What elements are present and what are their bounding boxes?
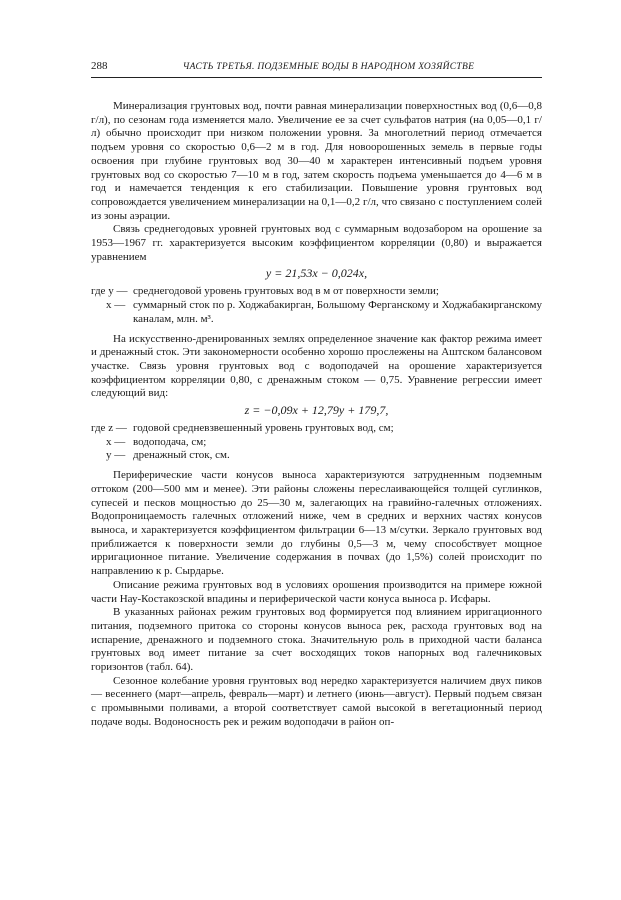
variable-definitions: [91, 285, 542, 326]
paragraph: В указанных районах режим грунтовых вод формируется под влиянием ирригационного питания, подземного притока со стороны конусов выноса рек, расхода грунтовых вод на испарение, дренажного и подземного стока. Значительную роль в приходной части баланса грунтовых вод имеет питание за счет восходящих токов напорных вод галечниковых горизонтов (табл. 64).: [91, 606, 542, 674]
page-header: [91, 60, 542, 74]
definition-variable: x —: [106, 435, 126, 448]
paragraph: Связь среднегодовых уровней грунтовых вод с суммарным водозабором на орошение за 1953—1967 гг. характеризуется высоким коэффициентом корреляции (0,80) и выражается уравнением: [91, 223, 542, 263]
definition-variable: где y —: [91, 285, 128, 298]
header-rule: [91, 77, 542, 78]
definition-text: водоподача, см;: [133, 435, 207, 448]
definition-text: суммарный сток по р. Ходжабакирган, Большому Ферганскому и Ходжабакирганскому каналам, млн. м³.: [133, 299, 542, 325]
book-page: [91, 60, 542, 730]
equation: y = 21,53x − 0,024x,: [265, 266, 368, 281]
definition-text: среднегодовой уровень грунтовых вод в м от поверхности земли;: [133, 285, 439, 298]
definition-variable: y —: [106, 449, 126, 462]
definition-text: годовой средневзвешенный уровень грунтовых вод, см;: [133, 422, 394, 435]
definition-text: дренажный сток, см.: [133, 449, 230, 462]
definition-row: [91, 422, 542, 436]
definition-variable: x —: [106, 299, 126, 312]
definition-variable: где z —: [91, 422, 127, 435]
variable-definitions: [91, 422, 542, 463]
equation: z = −0,09x + 12,79y + 179,7,: [244, 403, 389, 418]
page-number: 288: [91, 60, 108, 72]
definition-row: [91, 285, 542, 299]
definition-row: [91, 299, 542, 326]
running-title: ЧАСТЬ ТРЕТЬЯ. ПОДЗЕМНЫЕ ВОДЫ В НАРОДНОМ ХОЗЯЙСТВЕ: [182, 62, 475, 72]
paragraph: На искусственно-дренированных землях определенное значение как фактор режима имеет и дренажный сток. Эти закономерности особенно хорошо прослежены на Аштском балансовом участке. Связь уровня грунтовых вод с водоподачей на орошение характеризуется коэффициентом корреляции 0,80, с дренажным стоком — 0,75. Уравнение регрессии имеет следующий вид:: [91, 332, 542, 400]
paragraph: Описание режима грунтовых вод в условиях орошения производится на примере южной части Нау-Костакозской впадины и периферической части конуса выноса р. Исфары.: [91, 578, 542, 605]
definition-row: [91, 449, 542, 463]
definition-row: [91, 436, 542, 450]
paragraph: Периферические части конусов выноса характеризуются затрудненным подземным оттоком (200—500 мм и менее). Эти районы сложены переслаивающейся толщей суглинков, супесей и песков мощностью до 25—30 м, залегающих на гравийно-галечных отложениях. Водопроницаемость галечных отложений ниже, чем в средних и верхних частях конусов выноса, и характеризуется коэффициентом фильтрации 6—13 м/сутки. Зеркало грунтовых вод приближается к поверхности земли до глубины 0,5—3 м, чему способствует мощное ирригационное питание. Увеличение содержания в почвах (до 1,5%) солей происходит по направлению к р. Сырдарье.: [91, 469, 542, 578]
paragraph: Сезонное колебание уровня грунтовых вод нередко характеризуется наличием двух пиков — весеннего (март—апрель, февраль—март) и летнего (июнь—август). Первый подъем связан с промывными поливами, а второй соответствует самой высокой в вегетационный период подаче воды. Водоносность рек и режим водоподачи в район оп-: [91, 674, 542, 728]
paragraph: Минерализация грунтовых вод, почти равная минерализации поверхностных вод (0,6—0,8 г/л), по сезонам года изменяется мало. Увеличение ее за счет сульфатов натрия (на 0,05—0,1 г/л) обычно происходит при низком положении уровня. За многолетний период отмечается подъем уровня со скоростью 0,6—2 м в год. Для новоорошенных земель в первые годы освоения при глубине грунтовых вод 30—40 м характерен интенсивный подъем уровня грунтовых вод со скоростью 7—10 м в год, затем скорость подъема уменьшается до 4—6 м в год и намечается тенденция к его стабилизации. Повышение уровня грунтовых вод сопровождается увеличением минерализации на 0,1—0,2 г/л, что связано с поступлением солей из зоны аэрации.: [91, 100, 542, 222]
